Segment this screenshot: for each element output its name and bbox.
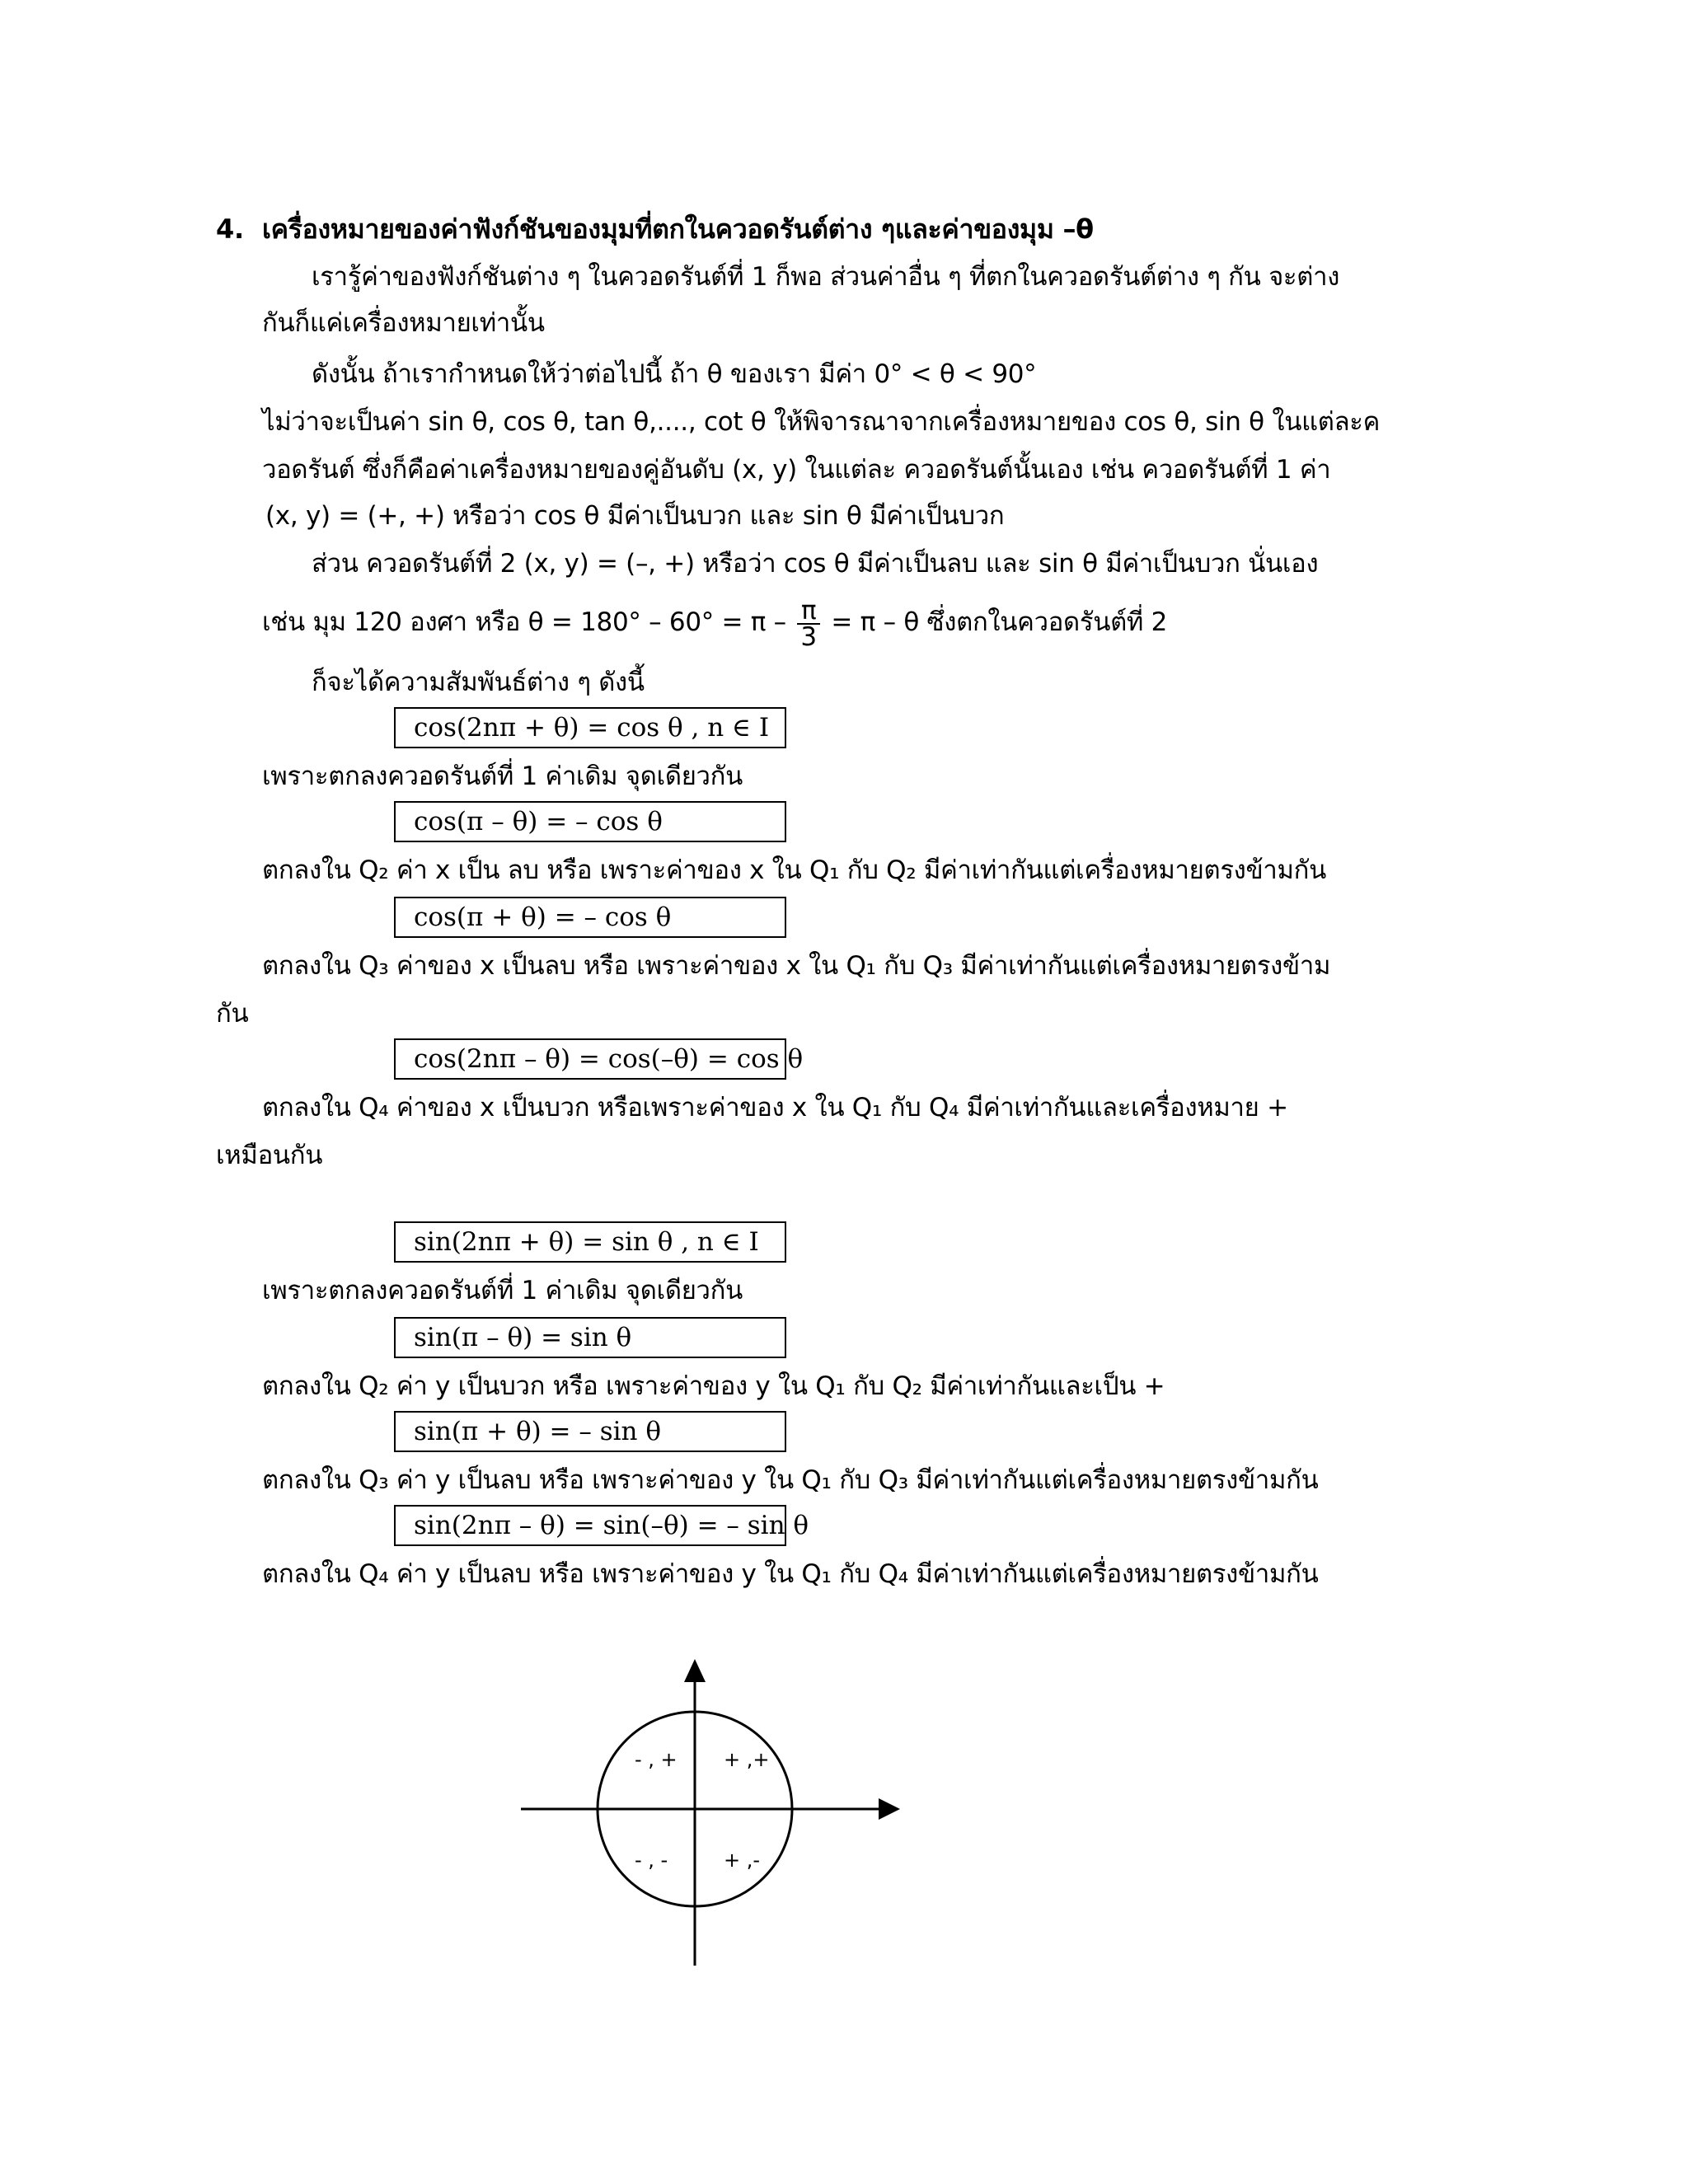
y-axis-arrowhead: [684, 1659, 706, 1682]
formula-box: sin(2nπ + θ) = sin θ , n ∈ I: [394, 1221, 786, 1263]
section-heading: เครื่องหมายของค่าฟังก์ชันของมุมที่ตกในควอดรันต์ต่าง ๆและค่าของมุม –θ: [262, 213, 1094, 245]
formula-note: ตกลงใน Q₄ ค่าของ x เป็นบวก หรือเพราะค่าของ x ใน Q₁ กับ Q₄ มีค่าเท่ากันและเครื่องหมาย +: [262, 1093, 1288, 1122]
paragraph-line: เรารู้ค่าของฟังก์ชันต่าง ๆ ในควอดรันต์ที่ 1 ก็พอ ส่วนค่าอื่น ๆ ที่ตกในควอดรันต์ต่าง ๆ กัน จะต่าง: [312, 262, 1340, 292]
section-number: 4.: [216, 213, 244, 245]
paragraph-line: ดังนั้น ถ้าเรากำหนดให้ว่าต่อไปนี้ ถ้า θ ของเรา มีค่า 0° < θ < 90°: [312, 359, 1037, 389]
x-axis-arrowhead: [879, 1798, 900, 1820]
formula-note: ตกลงใน Q₂ ค่า x เป็น ลบ หรือ เพราะค่าของ x ใน Q₁ กับ Q₂ มีค่าเท่ากันแต่เครื่องหมายตรงข้ามกัน: [262, 855, 1327, 885]
paragraph-line: กันก็แค่เครื่องหมายเท่านั้น: [262, 308, 545, 338]
paragraph-line: ส่วน ควอดรันต์ที่ 2 (x, y) = (–, +) หรือว่า cos θ มีค่าเป็นลบ และ sin θ มีค่าเป็นบวก นั่นเอง: [312, 549, 1319, 579]
formula-box: sin(π – θ) = sin θ: [394, 1317, 786, 1358]
formula-box: cos(π + θ) = – cos θ: [394, 897, 786, 938]
formula-note-continuation: กัน: [216, 999, 249, 1029]
formula-note: ตกลงใน Q₂ ค่า y เป็นบวก หรือ เพราะค่าของ y ใน Q₁ กับ Q₂ มีค่าเท่ากันและเป็น +: [262, 1371, 1165, 1401]
quadrant-1-sign-label: + ,+: [724, 1748, 770, 1771]
paragraph-line: ก็จะได้ความสัมพันธ์ต่าง ๆ ดังนี้: [312, 668, 645, 697]
quadrant-3-sign-label: - , -: [635, 1849, 668, 1872]
formula-note: ตกลงใน Q₃ ค่าของ x เป็นลบ หรือ เพราะค่าของ x ใน Q₁ กับ Q₃ มีค่าเท่ากันแต่เครื่องหมายตรงข้าม: [262, 951, 1331, 981]
formula-note: ตกลงใน Q₃ ค่า y เป็นลบ หรือ เพราะค่าของ y ใน Q₁ กับ Q₃ มีค่าเท่ากันแต่เครื่องหมายตรงข้ามกัน: [262, 1465, 1319, 1495]
fraction-denominator: 3: [800, 621, 817, 652]
formula-box: cos(2nπ – θ) = cos(–θ) = cos θ: [394, 1038, 786, 1080]
paragraph-line: (x, y) = (+, +) หรือว่า cos θ มีค่าเป็นบวก และ sin θ มีค่าเป็นบวก: [265, 501, 1005, 531]
formula-box: sin(2nπ – θ) = sin(–θ) = – sin θ: [394, 1505, 786, 1546]
paragraph-line: วอดรันต์ ซึ่งก็คือค่าเครื่องหมายของคู่อันดับ (x, y) ในแต่ละ ควอดรันต์นั้นเอง เช่น ควอดรันต์ที่ 1 ค่า: [262, 455, 1331, 485]
fraction: [797, 595, 819, 652]
formula-note: เพราะตกลงควอดรันต์ที่ 1 ค่าเดิม จุดเดียวกัน: [262, 762, 743, 791]
formula-box: cos(π – θ) = – cos θ: [394, 801, 786, 842]
quadrant-sign-diagram: [511, 1652, 907, 1982]
formula-note-continuation: เหมือนกัน: [216, 1141, 323, 1170]
paragraph-text: เช่น มุม 120 องศา หรือ θ = 180° – 60° = π –: [262, 607, 786, 637]
paragraph-text: = π – θ ซึ่งตกในควอดรันต์ที่ 2: [831, 607, 1168, 637]
quadrant-4-sign-label: + ,-: [724, 1849, 761, 1872]
formula-box: cos(2nπ + θ) = cos θ , n ∈ I: [394, 707, 786, 748]
quadrant-2-sign-label: - , +: [635, 1748, 678, 1771]
formula-box: sin(π + θ) = – sin θ: [394, 1411, 786, 1452]
formula-note: เพราะตกลงควอดรันต์ที่ 1 ค่าเดิม จุดเดียวกัน: [262, 1276, 743, 1305]
formula-note: ตกลงใน Q₄ ค่า y เป็นลบ หรือ เพราะค่าของ y ใน Q₁ กับ Q₄ มีค่าเท่ากันแต่เครื่องหมายตรงข้ามกัน: [262, 1559, 1319, 1589]
paragraph-line: ไม่ว่าจะเป็นค่า sin θ, cos θ, tan θ,...., cot θ ให้พิจารณาจากเครื่องหมายของ cos θ, sin θ ในแต่ละค: [262, 407, 1381, 437]
fraction-numerator: π: [797, 598, 819, 625]
paragraph-line-with-fraction: [262, 593, 1167, 651]
